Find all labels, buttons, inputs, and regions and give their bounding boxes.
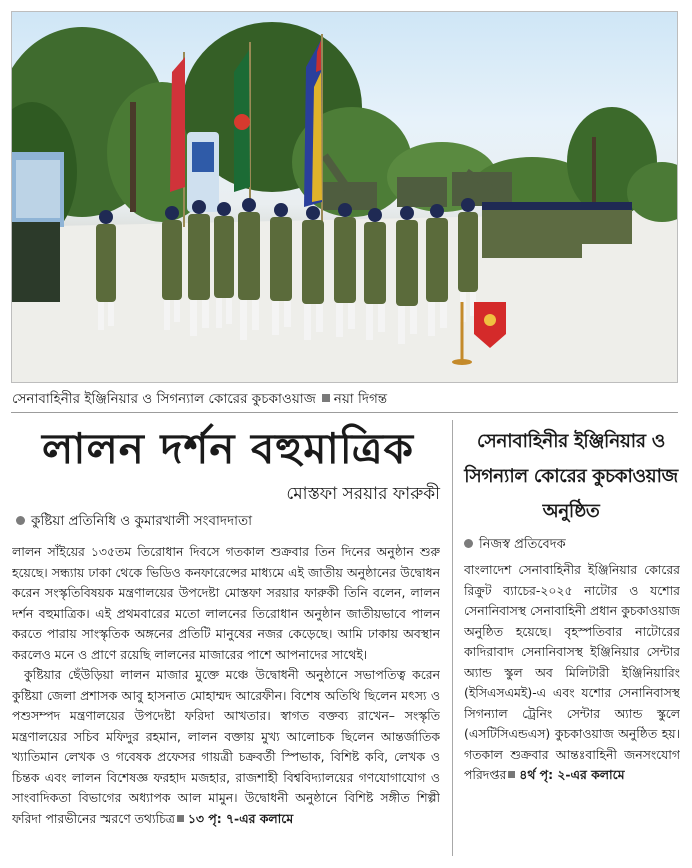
- photo-credit: নয়া দিগন্ত: [333, 391, 388, 407]
- divider-rule: [11, 412, 678, 413]
- right-article-byline: [464, 534, 680, 556]
- square-bullet-icon: [177, 815, 184, 822]
- parade-scene: [12, 12, 678, 383]
- right-article-headline[interactable]: সেনাবাহিনীর ইঞ্জিনিয়ার ও সিগন্যাল কোরের কুচকাওয়াজ অনুষ্ঠিত: [464, 431, 678, 522]
- left-article-author: মোস্তফা সরয়ার ফারুকী: [286, 484, 440, 504]
- continuation-link[interactable]: ১৩ পৃ: ৭-এর কলামে: [187, 810, 294, 826]
- paragraph: লালন সাঁইয়ের ১৩৫তম তিরোধান দিবসে গতকাল শুক্রবার তিন দিনের অনুষ্ঠান শুরু হয়েছে। সন্ধ্যায় ঢাকা থেকে ভিডিও কনফারেন্সের মাধ্যমে এই জাতীয় অনুষ্ঠানের উদ্বোধন করেন সংস্কৃতিবিষয়ক মন্ত্রণালয়ের উপদেষ্টা মোস্তফা সরয়ার ফারুকী তিনি বলেন, লালন দর্শন বহুমাত্রিক। এই প্রথমবারের মতো লালনের তিরোধান অনুষ্ঠান জাতীয়ভাবে পালন করতে পারায় সাংস্কৃতিক অঙ্গনের প্রতিটি মানুষের নজর কেড়েছে। আমি ঢাকায় অবস্থান করলেও মনে ও প্রাণে রয়েছি লালনের মাজারের পাশে আপনাদের সাথেই।: [12, 544, 440, 662]
- paragraph-with-jump: [12, 665, 440, 829]
- left-article-byline: [16, 508, 440, 534]
- caption-text: সেনাবাহিনীর ইঞ্জিনিয়ার ও সিগন্যাল কোরের কুচকাওয়াজ: [12, 391, 316, 407]
- byline-text: কুষ্টিয়া প্রতিনিধি ও কুমারখালী সংবাদদাতা: [31, 513, 253, 529]
- parade-photo: [11, 11, 678, 383]
- square-bullet-icon: [508, 771, 515, 778]
- paragraph-text: কুষ্টিয়ার ছেঁউড়িয়া লালন মাজার মুক্তে মঞ্চে উদ্বোধনী অনুষ্ঠানে সভাপতিত্ব করেন কুষ্টিয়া জেলা প্রশাসক আবু হাসনাত মোহাম্মদ আরেফীন। বিশেষ অতিথি ছিলেন মৎস্য ও পশুসম্পদ মন্ত্রণালয়ের উপদেষ্টা ফরিদা আখতার। স্বাগত বক্তব্য রাখেন– সংস্কৃতি মন্ত্রণালয়ের সচিব মফিদুর রহমান, লালন বক্তায় মুখ্য আলোচক ছিলেন আন্তর্জাতিক খ্যাতিমান লেখক ও গবেষক প্রফেসর গায়ত্রী চক্রবর্তী স্পিভাক, বিশিষ্ট কবি, লেখক ও চিন্তক এবং লালন বিশেষজ্ঞ ফরহাদ মজহার, রাজশাহী বিশ্ববিদ্যালয়ের গণযোগাযোগ ও সাংবাদিকতা বিভাগের অধ্যাপক আল মামুন। উদ্বোধনী অনুষ্ঠানে বিশিষ্ট সঙ্গীত শিল্পী ফরিদা পারভীনের স্মরণে তথ্যচিত্র: [12, 667, 440, 826]
- photo-caption: [12, 388, 678, 410]
- byline-text: নিজস্ব প্রতিবেদক: [479, 537, 566, 552]
- square-bullet-icon: [322, 394, 330, 402]
- body-text: বাংলাদেশ সেনাবাহিনীর ইঞ্জিনিয়ার কোরের রিক্রুট ব্যাচের-২০২৫ নাটোর ও যশোর সেনানিবাসস্থ সেনাবাহিনী প্রধান কুচকাওয়াজ অনুষ্ঠিত হয়েছে। বৃহস্পতিবার নাটোরের কাদিরাবাদ সেনানিবাসস্থ ইঞ্জিনিয়ার সেন্টার অ্যান্ড স্কুল অব মিলিটারী ইঞ্জিনিয়ারিং (ইসিএসএমই)-এ এবং যশোর সেনানিবাসস্থ সিগন্যাল ট্রেনিং সেন্টার অ্যান্ড স্কুলে (এসটিসিএন্ডএস) কুচকাওয়াজ অনুষ্ঠিত হয়। গতকাল শুক্রবার আন্তঃবাহিনী জনসংযোগ পরিদপ্তর: [464, 562, 680, 782]
- continuation-link[interactable]: ৪র্থ পৃ: ২-এর কলামে: [519, 767, 625, 782]
- right-article-body: [464, 560, 680, 856]
- left-article-headline[interactable]: লালন দর্শন বহুমাত্রিক: [41, 424, 415, 473]
- vehicle: [12, 222, 60, 302]
- bullet-dot-icon: [16, 516, 25, 525]
- column-divider: [452, 420, 453, 856]
- bullet-dot-icon: [464, 539, 473, 548]
- left-article-body: [12, 542, 440, 856]
